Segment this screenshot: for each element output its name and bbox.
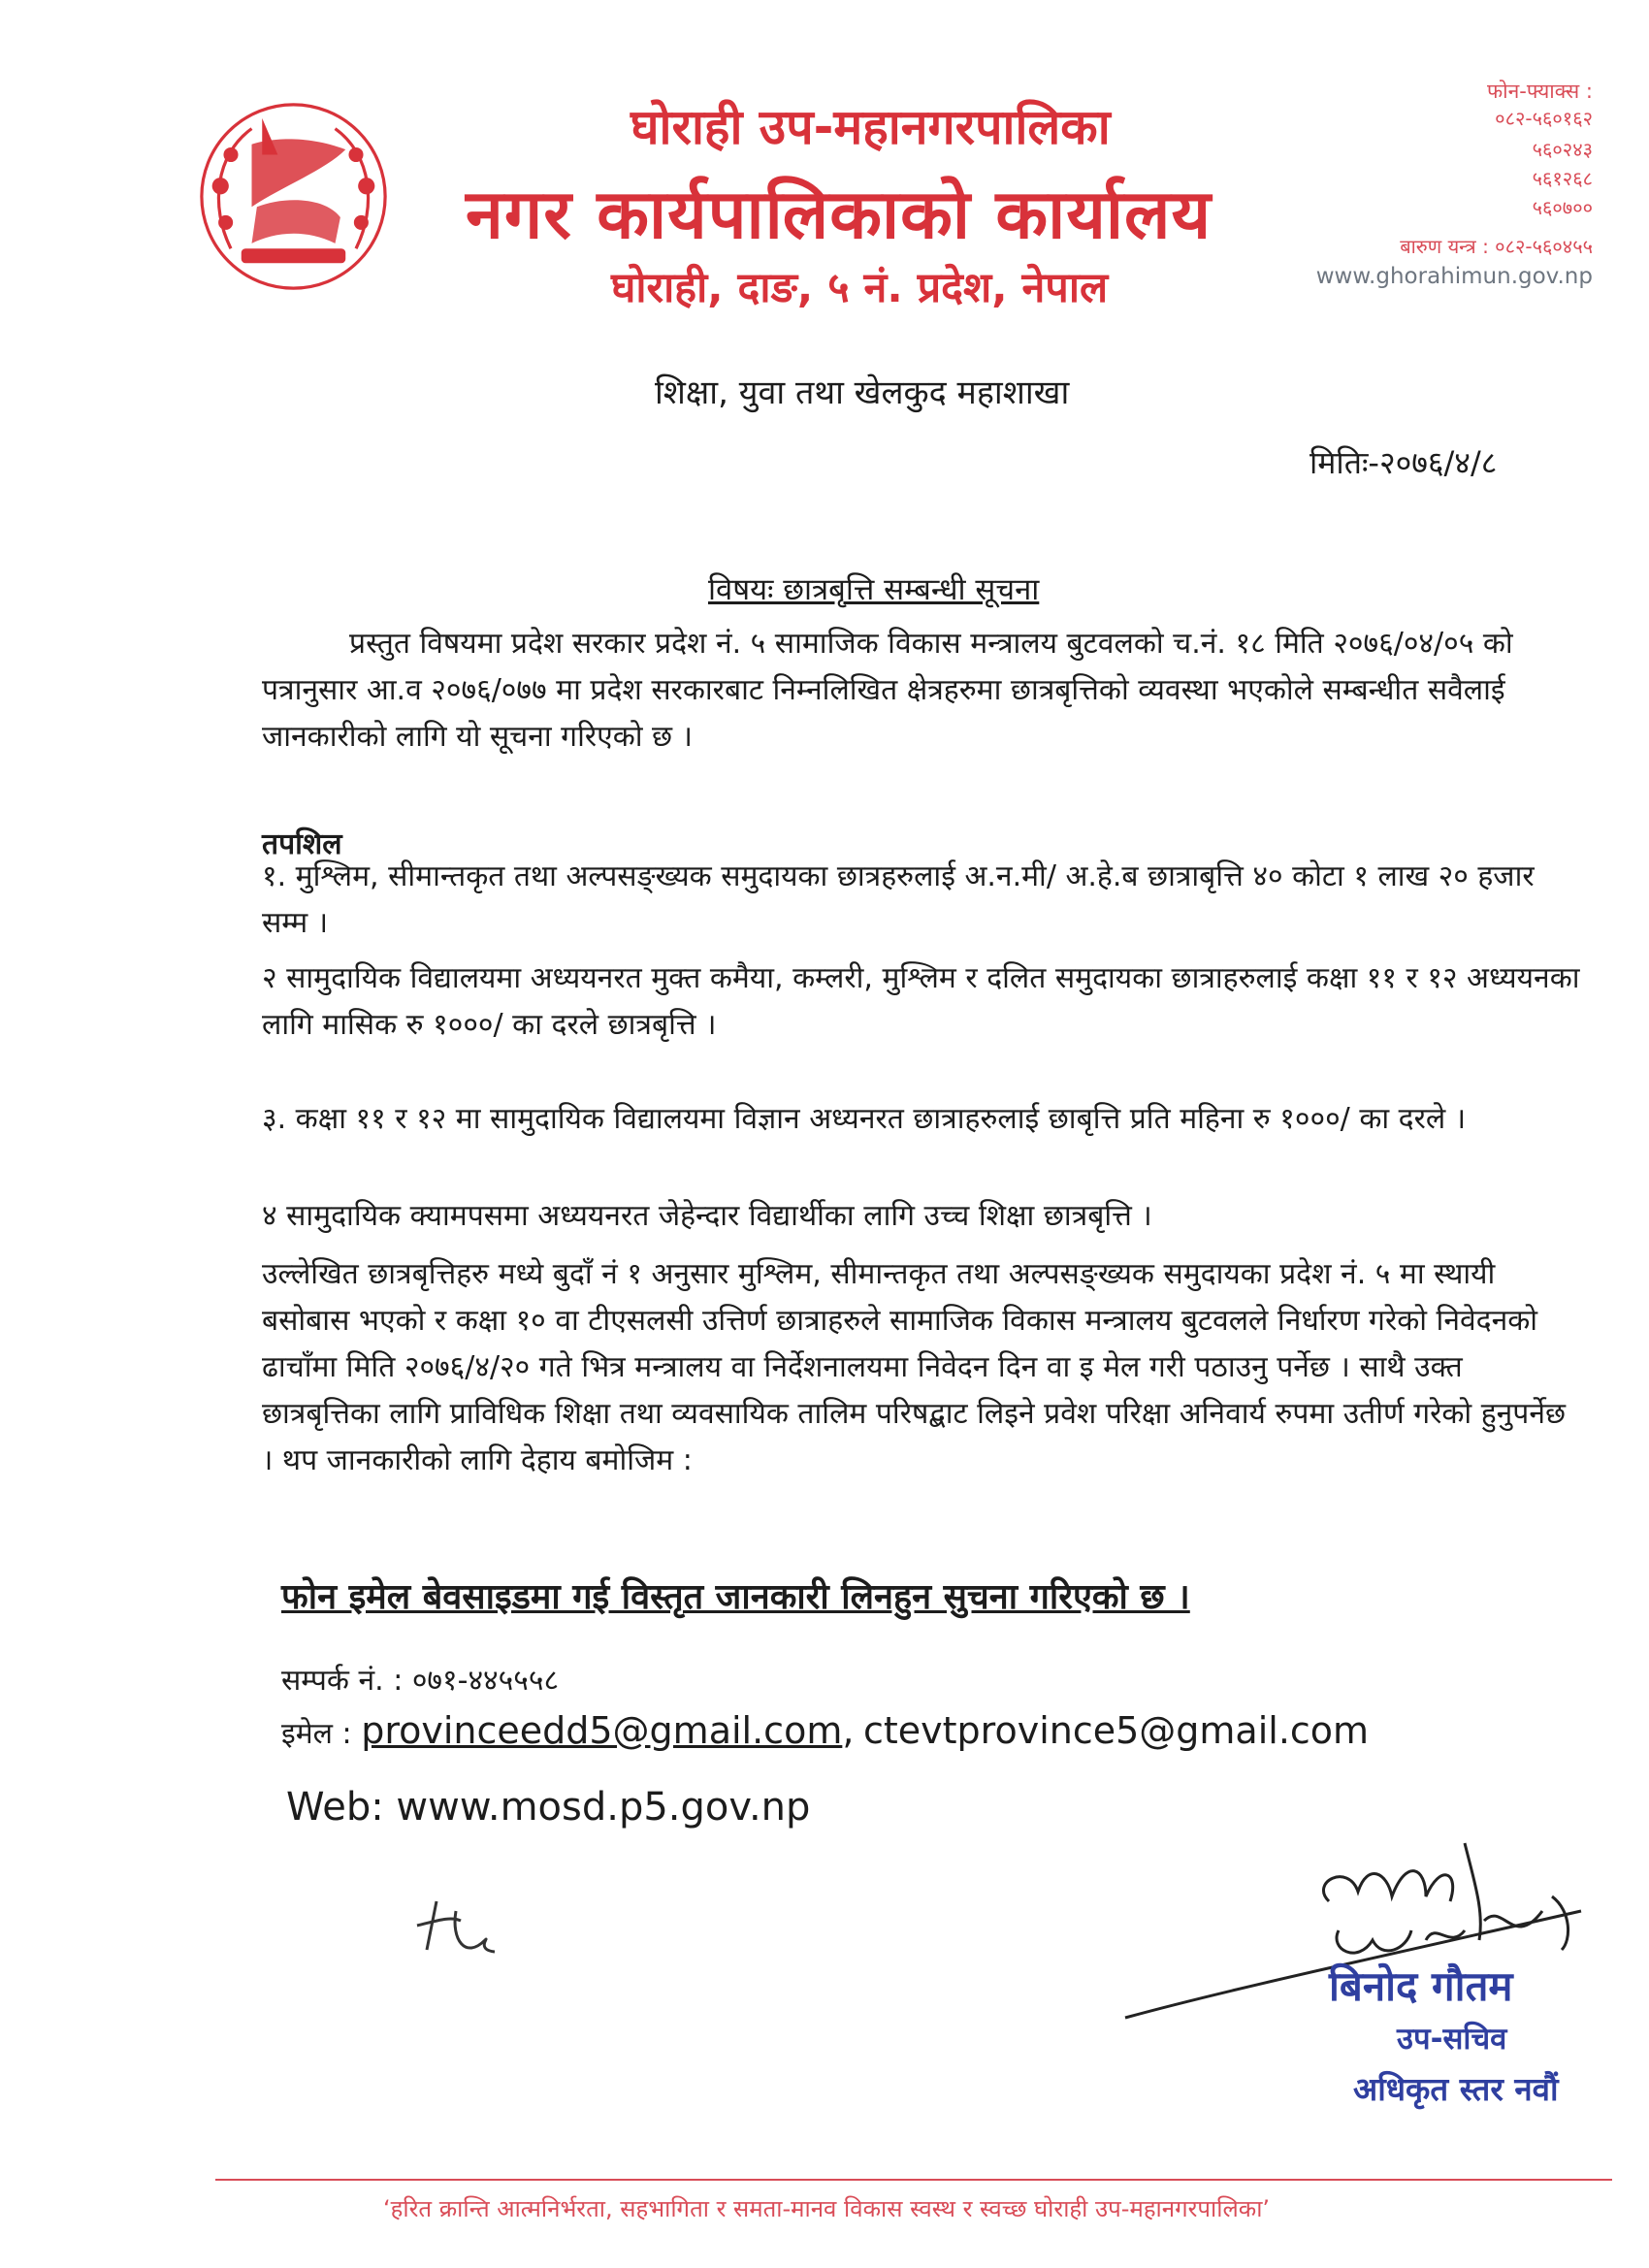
highlight-notice: फोन इमेल बेवसाइडमा गई विस्तृत जानकारी लिनहुन सुचना गरिएको छ । xyxy=(281,1577,1190,1617)
email-line xyxy=(281,1709,1369,1752)
list-heading: तपशिल xyxy=(262,827,342,861)
contact-number: ०८२-५६०१६२ xyxy=(1495,107,1593,130)
division-name: शिक्षा, युवा तथा खेलकुद महाशाखा xyxy=(655,373,1070,412)
fax-number: बारुण यन्त्र : ०८२-५६०४५५ xyxy=(1400,235,1593,258)
email-link-primary[interactable]: provinceedd5@gmail.com xyxy=(361,1709,843,1752)
email-label: इमेल : xyxy=(281,1717,352,1751)
office-website: www.ghorahimun.gov.np xyxy=(1315,264,1593,289)
web-address[interactable]: Web: www.mosd.p5.gov.np xyxy=(286,1785,811,1830)
list-item: २ सामुदायिक विद्यालयमा अध्ययनरत मुक्त कमैया, कम्लरी, मुश्लिम र दलित समुदायका छात्राहरुलाई कक्षा ११ र १२ अध्ययनका लागि मासिक रु १०००/ का दरले छात्रबृत्ति । xyxy=(262,961,1580,1042)
contact-number: ५६०७०० xyxy=(1532,196,1593,219)
footer-slogan: ‘हरित क्रान्ति आत्मनिर्भरता, सहभागिता र समता-मानव विकास स्वस्थ र स्वच्छ घोराही उप-महानगरपालिका’ xyxy=(383,2195,1271,2222)
contact-label: फोन-फ्याक्स : xyxy=(1486,80,1593,103)
office-title: नगर कार्यपालिकाको कार्यालय xyxy=(466,175,1212,254)
intro-paragraph: प्रस्तुत विषयमा प्रदेश सरकार प्रदेश नं. ५ सामाजिक विकास मन्त्रालय बुटवलको च.नं. १८ मिति २०७६/०४/०५ को पत्रानुसार आ.व २०७६/०७७ मा प्रदेश सरकारबाट निम्नलिखित क्षेत्रहरुमा छात्रबृत्तिको व्यवस्था भएकोले सम्बन्धीत सवैलाई जानकारीको लागि यो सूचना गरिएको छ । xyxy=(262,627,1513,754)
list-item: १. मुश्लिम, सीमान्तकृत तथा अल्पसङ्ख्यक समुदायका छात्रहरुलाई अ.न.मी/ अ.हे.ब छात्राबृत्ति ४० कोटा १ लाख २० हजार सम्म । xyxy=(262,859,1535,940)
initial-signature-icon xyxy=(407,1882,514,1989)
email-separator: , xyxy=(842,1709,855,1752)
list-item: ४ सामुदायिक क्यामपसमा अध्ययनरत जेहेन्दार विद्यार्थीका लागि उच्च शिक्षा छात्रबृत्ति । xyxy=(262,1199,1152,1233)
contact-number: ५६०२४३ xyxy=(1532,138,1593,161)
nepal-emblem-icon xyxy=(189,92,398,301)
footer-divider xyxy=(215,2179,1612,2181)
list-item: ३. कक्षा ११ र १२ मा सामुदायिक विद्यालयमा विज्ञान अध्यनरत छात्राहरुलाई छाबृत्ति प्रति महिना रु १०००/ का दरले । xyxy=(262,1102,1467,1136)
signatory-name: बिनोद गौतम xyxy=(1329,1962,1513,2010)
contact-number: ५६१२६८ xyxy=(1532,167,1593,190)
office-address: घोराही, दाङ, ५ नं. प्रदेश, नेपाल xyxy=(611,264,1109,312)
closing-paragraph: उल्लेखित छात्रबृत्तिहरु मध्ये बुदाँ नं १ अनुसार मुश्लिम, सीमान्तकृत तथा अल्पसङ्ख्यक समुदायका प्रदेश नं. ५ मा स्थायी बसोबास भएको र कक्षा १० वा टीएसलसी उत्तिर्ण छात्राहरुले सामाजिक विकास मन्त्रालय बुटवलले निर्धारण गरेको निवेदनको ढाचाँमा मिति २०७६/४/२० गते भित्र मन्त्रालय वा निर्देशनालयमा निवेदन दिन वा इ मेल गरी पठाउनु पर्नेछ । साथै उक्त छात्रबृत्तिका लागि प्राविधिक शिक्षा तथा व्यवसायिक तालिम परिषद्बाट लिइने प्रवेश परिक्षा अनिवार्य रुपमा उतीर्ण गरेको हुनुपर्नेछ । थप जानकारीको लागि देहाय बमोजिम : xyxy=(262,1257,1567,1477)
signatory-level: अधिकृत स्तर नवौं xyxy=(1353,2070,1559,2108)
office-name: घोराही उप-महानगरपालिका xyxy=(630,99,1111,155)
letter-date: मितिः-२०७६/४/८ xyxy=(1310,444,1498,481)
email-link-secondary[interactable]: ctevtprovince5@gmail.com xyxy=(862,1709,1370,1752)
contact-phone: सम्पर्क नं. : ०७१-४४५५५८ xyxy=(281,1664,560,1698)
signatory-post: उप-सचिव xyxy=(1397,2022,1507,2057)
letter-subject: विषयः छात्रबृत्ति सम्बन्धी सूचना xyxy=(708,572,1040,607)
